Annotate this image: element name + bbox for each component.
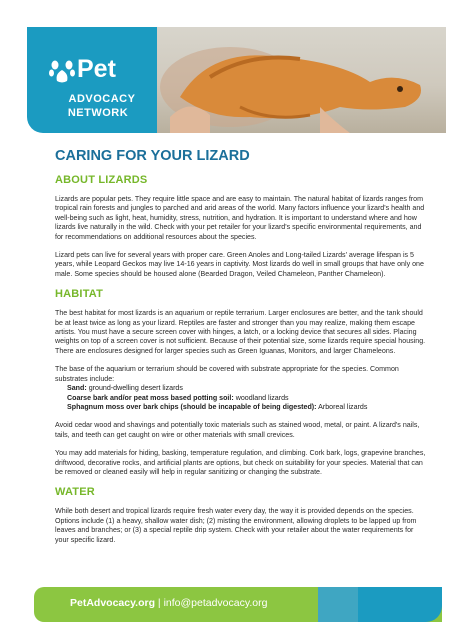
footer-email-link[interactable]: info@petadvocacy.org: [163, 597, 268, 609]
substrate-name: Coarse bark and/or peat moss based potting soil:: [67, 393, 234, 402]
habitat-paragraph-1: The best habitat for most lizards is an aquarium or reptile terrarium. Larger enclosures are better, and the tank should be at least twice as long as your lizard. Reptiles are faster and stronger than you may realize, making them escape artists. You must have a secure screen cover with hinges, a latch, or a locking device that secures all sides. Placing weights on top of a screen cover is not sufficient. Because of their potential size, some lizards require special housing. There are enclosures designed for larger species such as Green Iguanas, Monitors, and larger Chameleons.: [55, 309, 426, 355]
footer-separator: |: [155, 597, 164, 609]
habitat-paragraph-2: The base of the aquarium or terrarium should be covered with substrate appropriate for the species. Common substrates include:: [55, 365, 399, 383]
substrate-name: Sand:: [67, 384, 87, 393]
footer-accent: [318, 587, 358, 622]
logo-line-network: NETWORK: [67, 107, 129, 119]
list-item: [67, 384, 427, 393]
footer-site-link[interactable]: PetAdvocacy.org: [70, 597, 155, 609]
section-heading-habitat: HABITAT: [55, 288, 104, 301]
logo-line-advocacy: ADVOCACY: [68, 93, 136, 105]
list-item: [67, 403, 427, 412]
about-paragraph-2: Lizard pets can live for several years with proper care. Green Anoles and Long-tailed Lizards' average lifespan is 5 years, while Leopard Geckos may live 14-16 years in captivity. Most lizards do well in small groups that have only one male. Some species should be housed alone (Bearded Dragon, Veiled Chameleon, Panther Chameleon).: [55, 251, 424, 278]
water-paragraph-1: While both desert and tropical lizards require fresh water every day, the way it is provided depends on the species. Options include (1) a heavy, shallow water dish; (2) misting the environment, allowing droplets to be lapped up from leaves and branches; or (3) a special reptile drip system. Check with your retailer about the water requirements for your specific lizard.: [55, 507, 417, 544]
about-paragraph-1: Lizards are popular pets. They require little space and are easy to maintain. The natural habitat of lizards ranges from tropical rain forests and jungles to parched and arid areas of the world. Many factors influence your lizard's health and well-being such as light, heat, humidity, stress, nutrition, and hydration. It is important to understand where and how lizards live naturally in the wild. Check with your pet retailer for your lizard's specific environmental requirements, and for recommendations on additional resources about the species.: [55, 195, 425, 241]
section-heading-about: ABOUT LIZARDS: [55, 174, 148, 186]
list-item: [67, 394, 427, 403]
paw-icon: [49, 60, 75, 84]
section-heading-water: WATER: [55, 486, 95, 499]
article-content: [55, 144, 427, 554]
substrate-desc: ground-dwelling desert lizards: [86, 384, 183, 393]
habitat-paragraph-4: You may add materials for hiding, basking, temperature regulation, and climbing. Cork bark, logs, grapevine branches, driftwood, decorative rocks, and artificial plants are options, but check on suitability for your species. Material that can be removed or cleaned easily will help in regular sanitizing or changing the substrate.: [55, 449, 426, 476]
logo-panel: [27, 27, 157, 133]
footer-contact: [70, 597, 267, 609]
substrate-desc: woodland lizards: [233, 393, 289, 402]
header-lizard-photo: [150, 27, 446, 133]
substrate-name: Sphagnum moss over bark chips (should be incapable of being digested):: [67, 402, 317, 411]
habitat-paragraph-3: Avoid cedar wood and shavings and potentially toxic materials such as stained wood, metal, or paint. A lizard's nails, tails, and teeth can get caught on wire or other materials with small crevices.: [55, 421, 420, 439]
footer-accent-dark: [358, 587, 442, 622]
substrate-list: [67, 384, 427, 412]
page-title: CARING FOR YOUR LIZARD: [55, 148, 250, 164]
substrate-desc: Arboreal lizards: [316, 402, 368, 411]
logo-brand: Pet: [77, 55, 116, 83]
